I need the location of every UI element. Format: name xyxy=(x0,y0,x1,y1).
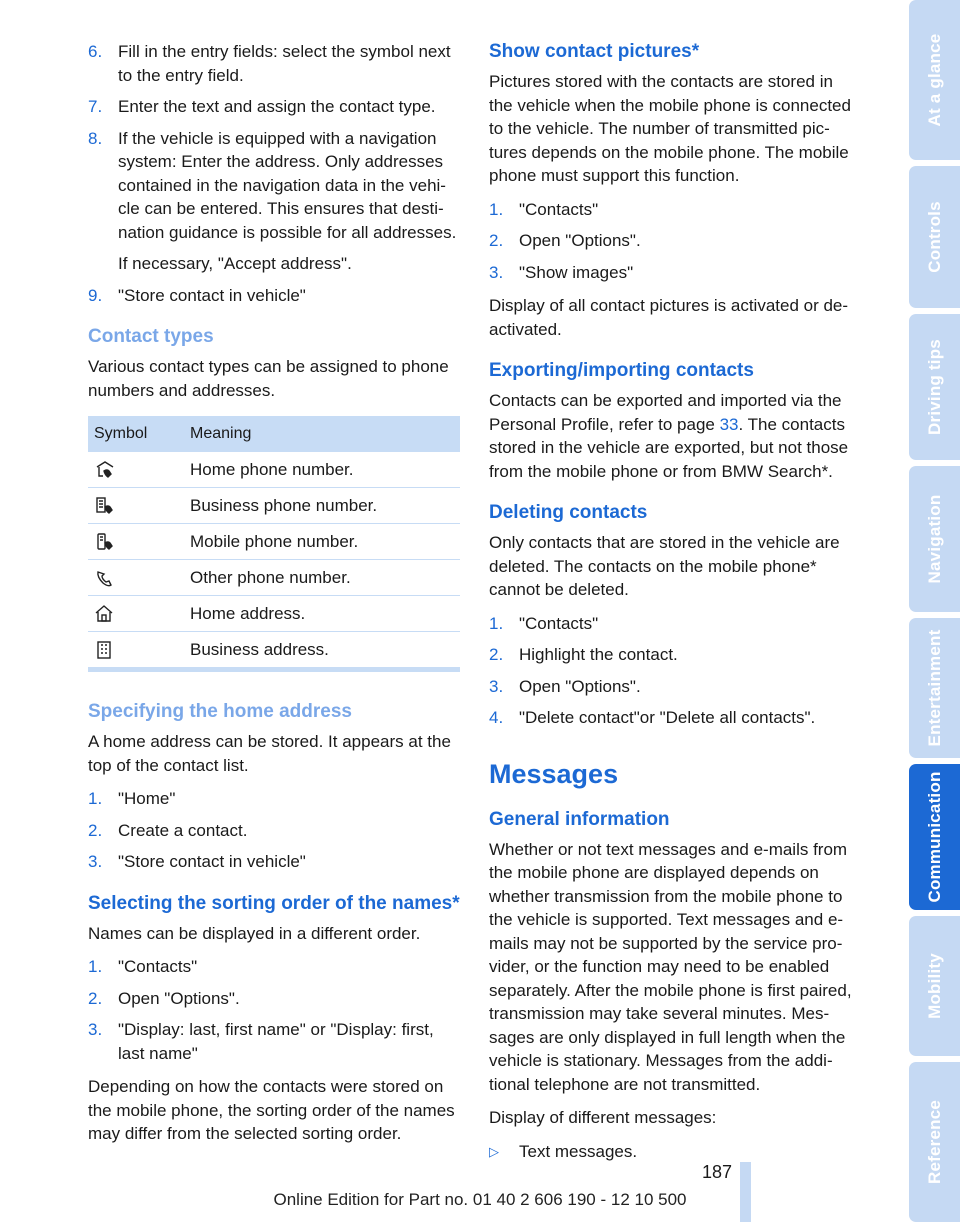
list-item: 2. Highlight the contact. xyxy=(489,645,678,664)
mobile-phone-icon xyxy=(94,532,116,552)
business-address-icon xyxy=(94,640,116,660)
list-item: 3. Open "Options". xyxy=(489,676,641,696)
page-number: 187 xyxy=(701,1162,733,1182)
list-item: 1. "Home" xyxy=(88,789,176,808)
table-row: Home phone number. xyxy=(88,452,460,488)
bullet-triangle-icon: ▷ xyxy=(489,1143,499,1159)
export-import-text: Contacts can be exported and imported via the Personal Profile, refer to page 33. The contacts stored in the vehicle are exported, but not those from the mobile phone or from BMW Search*. xyxy=(489,391,849,481)
list-item: 1. "Contacts" xyxy=(88,957,198,976)
tab-driving-tips[interactable]: Driving tips xyxy=(909,314,960,460)
export-import-heading: Exporting/importing contacts xyxy=(489,360,754,381)
home-address-steps-list xyxy=(88,787,460,874)
table-row: Mobile phone number. xyxy=(88,524,460,560)
home-address-intro: A home address can be stored. It appears at the top of the contact list. xyxy=(88,732,451,775)
deleting-contacts-intro: Only contacts that are stored in the vehicle are deleted. The contacts on the mobile phone* cannot be deleted. xyxy=(489,533,840,599)
list-item: 8. If the vehicle is equipped with a navigation system: Enter the address. Only addresses contained in the navigation data in the vehicle can be entered. This ensures that destination guidance is possible for all addresses. If necessary, "Accept address". xyxy=(88,127,460,276)
deleting-steps-list xyxy=(489,612,861,730)
home-address-heading: Specifying the home address xyxy=(88,701,352,722)
message-types-list xyxy=(489,1140,861,1164)
contact-types-table xyxy=(88,416,460,672)
column-header-symbol: Symbol xyxy=(88,416,184,452)
contact-pictures-intro: Pictures stored with the contacts are stored in the vehicle when the mobile phone is connected to the vehicle. The number of transmitted pictures depends on the mobile phone. The mobile phone must support this function. xyxy=(489,72,851,185)
list-item: ▷ Text messages. xyxy=(489,1140,861,1164)
sorting-order-intro: Names can be displayed in a different order. xyxy=(88,923,421,943)
table-row: Business phone number. xyxy=(88,488,460,524)
right-column xyxy=(489,40,861,1163)
contact-types-intro: Various contact types can be assigned to phone numbers and addresses. xyxy=(88,357,449,400)
other-phone-icon xyxy=(94,568,116,588)
tab-at-a-glance[interactable]: At a glance xyxy=(909,0,960,160)
list-item: 1. "Contacts" xyxy=(489,613,599,633)
list-item: 6. Fill in the entry fields: select the symbol next to the entry field. xyxy=(88,42,451,85)
list-item: 1. "Contacts" xyxy=(489,199,599,219)
tab-controls[interactable]: Controls xyxy=(909,166,960,308)
contact-pictures-outro: Display of all contact pictures is activated or deactivated. xyxy=(489,296,849,339)
tab-navigation[interactable]: Navigation xyxy=(909,466,960,612)
list-item: 2. Open "Options". xyxy=(88,988,240,1008)
table-row: Other phone number. xyxy=(88,560,460,596)
home-address-icon xyxy=(94,604,116,624)
messages-display-intro: Display of different messages: xyxy=(489,1108,717,1127)
list-item: 3. "Display: last, first name" or "Display: first, last name" xyxy=(88,1020,434,1063)
general-information-heading: General information xyxy=(489,808,670,830)
chapter-sidebar xyxy=(909,0,960,1222)
tab-reference[interactable]: Reference xyxy=(909,1062,960,1222)
home-phone-icon xyxy=(94,460,116,480)
list-item: 7. Enter the text and assign the contact type. xyxy=(88,97,436,116)
pictures-steps-list xyxy=(489,198,861,285)
page-reference-link[interactable]: 33 xyxy=(719,414,739,434)
tab-communication[interactable]: Communication xyxy=(909,764,960,910)
sorting-steps-list xyxy=(88,955,460,1065)
tab-mobility[interactable]: Mobility xyxy=(909,916,960,1056)
sorting-order-outro: Depending on how the contacts were stored on the mobile phone, the sorting order of the names may differ from the selected sorting order. xyxy=(88,1077,455,1143)
footer-text: Online Edition for Part no. 01 40 2 606 190 - 12 10 500 xyxy=(273,1190,687,1209)
list-item: 2. Create a contact. xyxy=(88,820,248,840)
business-phone-icon xyxy=(94,496,116,516)
step-subtext: If necessary, "Accept address". xyxy=(118,254,352,273)
contact-types-heading: Contact types xyxy=(88,326,214,347)
messages-heading: Messages xyxy=(489,758,619,789)
deleting-contacts-heading: Deleting contacts xyxy=(489,502,648,523)
left-column xyxy=(88,40,460,1156)
tab-entertainment[interactable]: Entertainment xyxy=(909,618,960,758)
list-item: 9. "Store contact in vehicle" xyxy=(88,285,306,305)
messages-body: Whether or not text messages and e-mails from the mobile phone are displayed depends on whether transmission from the mobile phone to the vehicle is supported. Text messages and e-mails may not be supported by the service provider, or the function may need to be enabled separately. After the mobile phone is first paired, transmission may take several minutes. Messages are only displayed in full length when the vehicle is stationary. Messages from the additional telephone are not transmitted. xyxy=(489,839,852,1094)
contact-pictures-heading: Show contact pictures* xyxy=(489,41,700,62)
list-item: 2. Open "Options". xyxy=(489,231,641,250)
table-header-row xyxy=(88,416,460,452)
list-item: 3. "Store contact in vehicle" xyxy=(88,852,306,871)
sorting-order-heading: Selecting the sorting order of the names* xyxy=(88,892,460,914)
entry-steps-list xyxy=(88,40,460,307)
list-item: 3. "Show images" xyxy=(489,262,634,282)
table-row: Home address. xyxy=(88,596,460,632)
column-header-meaning: Meaning xyxy=(184,416,460,452)
table-row: Business address. xyxy=(88,632,460,670)
list-item: 4. "Delete contact"or "Delete all contacts". xyxy=(489,708,816,727)
